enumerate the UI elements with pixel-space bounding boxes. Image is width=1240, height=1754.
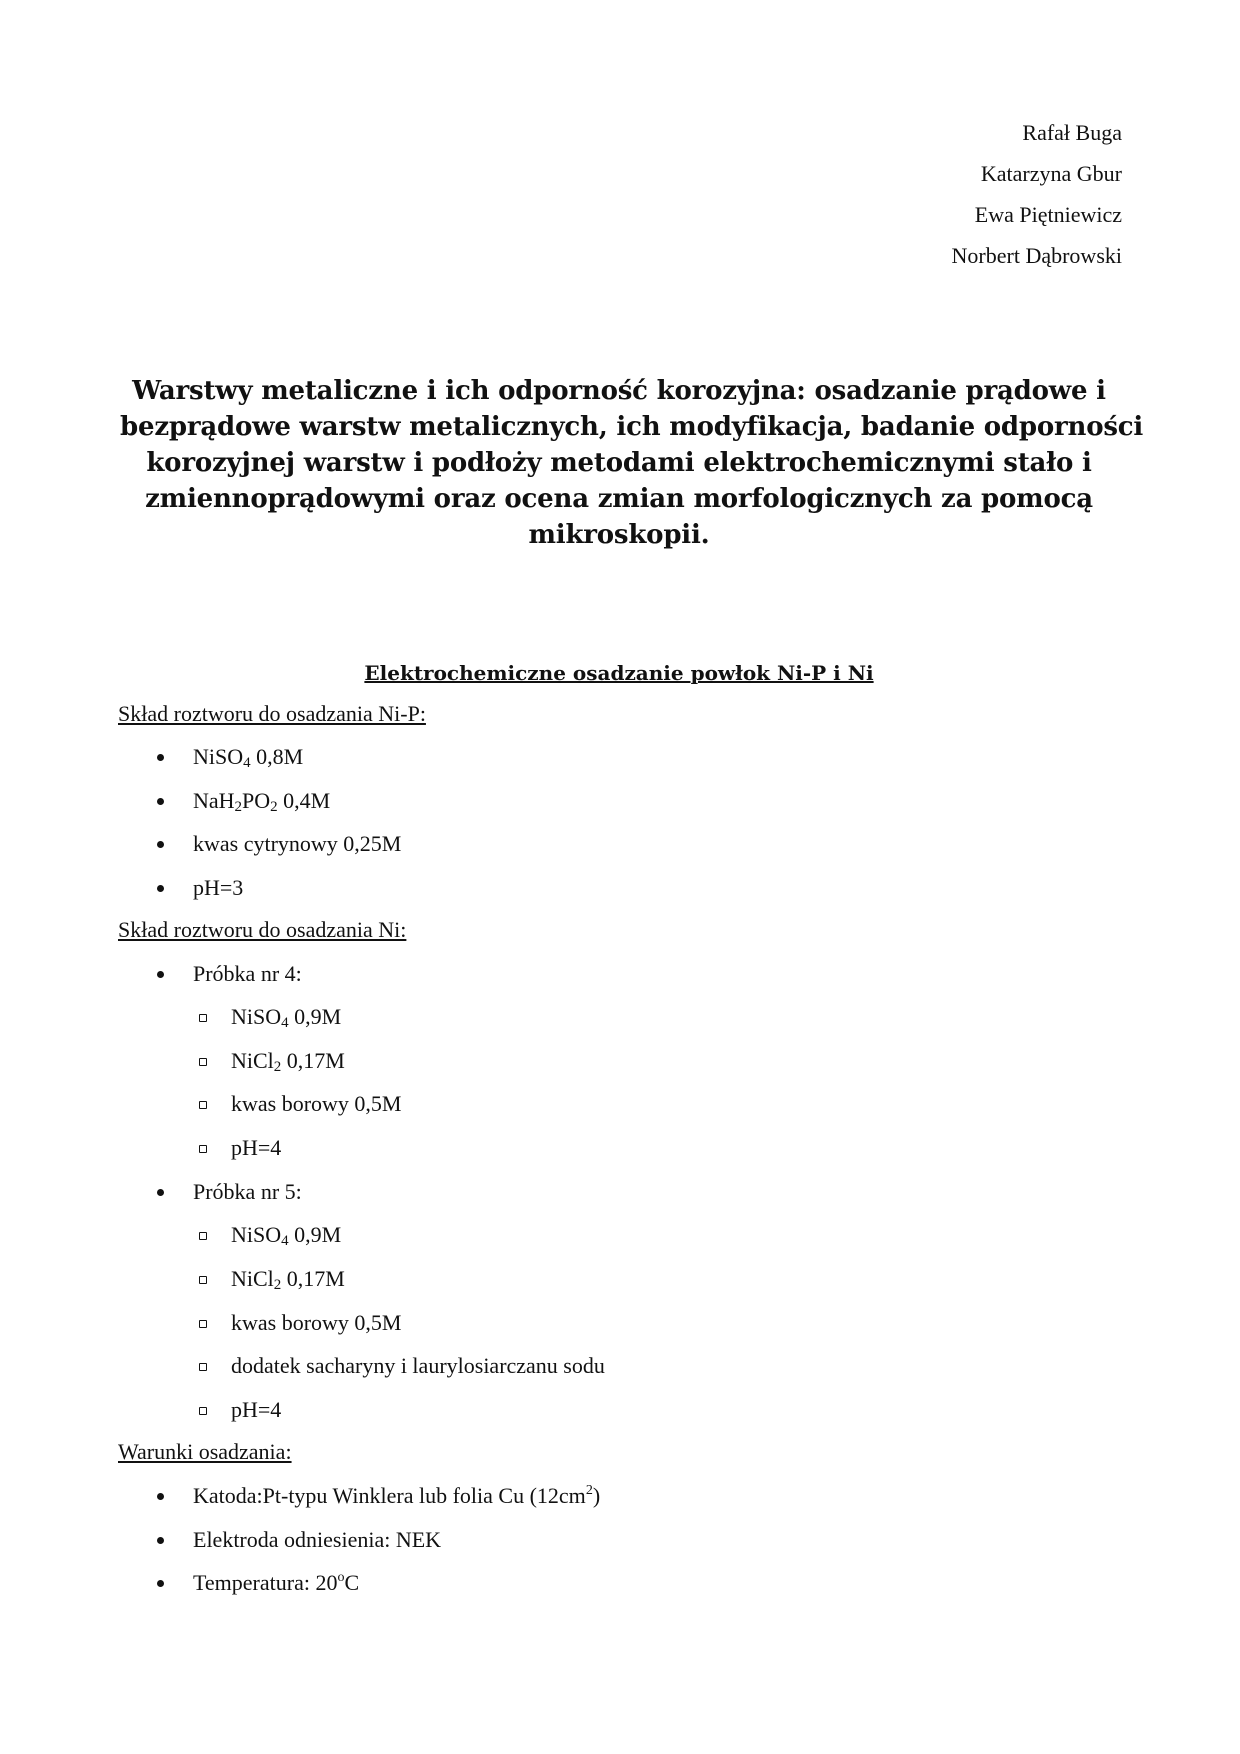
list-item: pH=3 <box>193 875 244 900</box>
list-item: NiSO$_4$ 0,8M <box>193 744 304 771</box>
title-line: bezprądowe warstw metalicznych, ich modyfikacja, badanie odporności <box>120 412 1144 442</box>
document-title <box>120 373 1144 553</box>
list-item: kwas borowy 0,5M <box>231 1310 402 1335</box>
list-item: $NaH_2PO_2$ 0,4M <box>193 788 331 815</box>
square-bullet-icon <box>199 1276 207 1284</box>
square-bullet-icon <box>199 1014 207 1022</box>
bullet-icon <box>157 1537 164 1544</box>
bullet-icon <box>157 1189 164 1196</box>
list-item: kwas cytrynowy 0,25M <box>193 831 402 856</box>
title-line: korozyjnej warstw i podłoży metodami elektrochemicznymi stało i <box>146 448 1092 478</box>
sample-4-label: Próbka nr 4: <box>193 961 302 986</box>
square-bullet-icon <box>199 1363 207 1371</box>
title-line: Warstwy metaliczne i ich odporność korozyjna: osadzanie prądowe i <box>132 376 1106 406</box>
list-item: NiSO$_4$ 0,9M <box>231 1222 342 1249</box>
list-item: dodatek sacharyny i laurylosiarczanu sodu <box>231 1353 605 1378</box>
bullet-icon <box>157 1493 164 1500</box>
ni-solution-heading: Skład roztworu do osadzania Ni: <box>118 917 407 942</box>
list-item: pH=4 <box>231 1135 282 1160</box>
list-item: kwas borowy 0,5M <box>231 1091 402 1116</box>
section-title: Elektrochemiczne osadzanie powłok Ni-P i Ni <box>364 661 874 685</box>
square-bullet-icon <box>199 1058 207 1066</box>
author-name: Rafał Buga <box>1022 120 1122 145</box>
bullet-icon <box>157 885 164 892</box>
list-item: Elektroda odniesienia: NEK <box>193 1527 442 1552</box>
square-bullet-icon <box>199 1101 207 1109</box>
title-line: zmiennoprądowymi oraz ocena zmian morfologicznych za pomocą <box>145 484 1093 514</box>
author-name: Ewa Piętniewicz <box>974 202 1122 227</box>
bullet-icon <box>157 971 164 978</box>
conditions-heading: Warunki osadzania: <box>118 1439 292 1464</box>
bullet-icon <box>157 841 164 848</box>
bullet-icon <box>157 1580 164 1587</box>
list-item: Temperatura: 20$^o$C <box>193 1570 360 1595</box>
square-bullet-icon <box>199 1320 207 1328</box>
list-item: NiCl$_2$ 0,17M <box>231 1048 345 1075</box>
author-name: Norbert Dąbrowski <box>951 243 1122 268</box>
title-line: mikroskopii. <box>528 520 710 550</box>
list-item: NiSO$_4$ 0,9M <box>231 1004 342 1031</box>
author-name: Katarzyna Gbur <box>980 161 1122 186</box>
square-bullet-icon <box>199 1145 207 1153</box>
list-item: NiCl$_2$ 0,17M <box>231 1266 345 1293</box>
bullet-icon <box>157 798 164 805</box>
nip-solution-heading: Skład roztworu do osadzania Ni-P: <box>118 701 426 726</box>
square-bullet-icon <box>199 1407 207 1415</box>
sample-5-label: Próbka nr 5: <box>193 1179 302 1204</box>
list-item: pH=4 <box>231 1397 282 1422</box>
bullet-icon <box>157 754 164 761</box>
list-item: Katoda:Pt-typu Winklera lub folia Cu $(12cm^2)$ <box>193 1483 601 1508</box>
square-bullet-icon <box>199 1232 207 1240</box>
author-list <box>952 112 1122 276</box>
